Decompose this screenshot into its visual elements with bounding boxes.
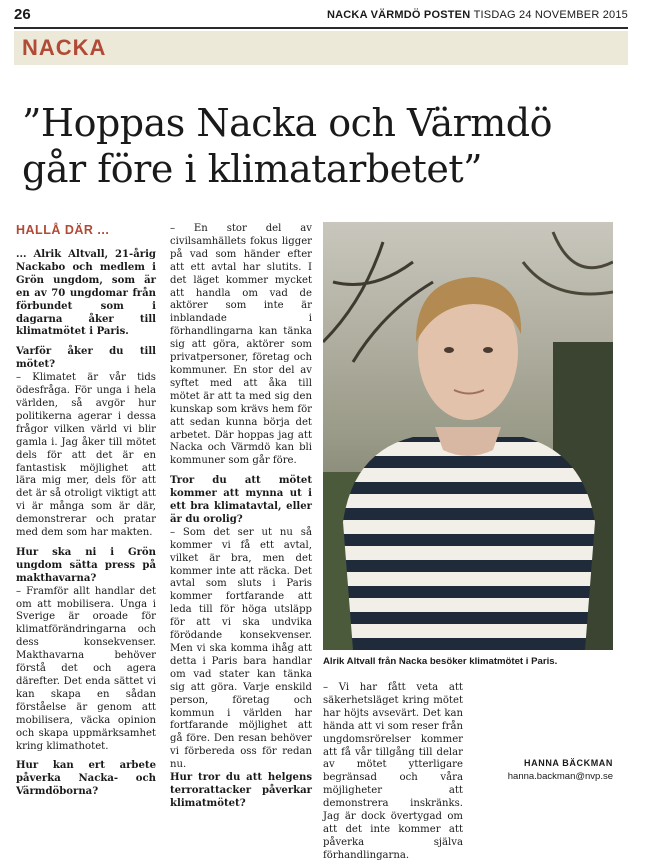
section-name: NACKA bbox=[22, 35, 107, 60]
headline-line-2: går före i klimatarbetet” bbox=[22, 147, 483, 191]
question-1: Varför åker du till mötet? bbox=[16, 346, 156, 371]
masthead-title: NACKA VÄRMDÖ POSTEN bbox=[327, 9, 471, 21]
portrait-illustration bbox=[323, 222, 613, 650]
answer-2: – Framför allt handlar det om att mobilisera. Unga i Sverige är oroade för klimatförändringarna och dess konsekvenser. Makthavarna behöver förstå det och agera därefter. Det enda sättet vi kan skapa en sådan förståelse är genom att mobilisera, väcka opinion och skapa uppmärksamhet kring klimathotet. bbox=[16, 585, 156, 752]
issue-date: TISDAG 24 NOVEMBER 2015 bbox=[473, 9, 628, 21]
question-2: Hur ska ni i Grön ungdom sätta press på makthavarna? bbox=[16, 546, 156, 584]
byline: HANNA BÄCKMAN bbox=[524, 758, 613, 768]
photo-caption: Alrik Altvall från Nacka besöker klimatmötet i Paris. bbox=[323, 656, 558, 667]
column-1 bbox=[16, 249, 156, 799]
question-3: Hur kan ert arbete påverka Nacka- och Värmdöborna? bbox=[16, 760, 156, 798]
masthead bbox=[327, 9, 628, 21]
section-bar bbox=[14, 31, 628, 65]
question-5: Hur tror du att helgens terrorattacker påverkar klimatmötet? bbox=[170, 772, 312, 809]
column-2 bbox=[170, 223, 312, 811]
page-number: 26 bbox=[14, 6, 31, 23]
lede: ... Alrik Altvall, 21-årig Nackabo och medlem i Grön ungdom, som är en av 70 ungdomar från förbundet som i dagarna åker till klimatmötet i Paris. bbox=[16, 249, 156, 338]
portrait-photo bbox=[323, 222, 613, 650]
answer-1: – Klimatet är vår tids ödesfråga. För unga i hela världen, så avgör hur politikerna agerar i dessa frågor vilken värld vi blir gamla i. Jag åker till mötet dels för att det är en fantastisk möjlighet att lära mig mer, dels för att det är så otroligt viktigt att vi är många som är där, demonstrerar och pratar med dem som har makten. bbox=[16, 372, 156, 539]
column-3 bbox=[323, 682, 463, 863]
headline-line-1: ”Hoppas Nacka och Värmdö bbox=[22, 101, 553, 145]
headline bbox=[22, 100, 642, 192]
header-rule bbox=[14, 27, 628, 29]
answer-5: – Vi har fått veta att säkerhetsläget kring mötet har höjts avsevärt. Det kan hända att vi som reser från ungdomsrörelser kommer att få vår tillgång till delar av mötet ytterligare begränsad och våra möjligheter att demonstrera inskränks. Jag är dock övertygad om att det inte kommer att påverka själva förhandlingarna. bbox=[323, 682, 463, 861]
kicker: HALLÅ DÄR ... bbox=[16, 223, 110, 237]
answer-3: – En stor del av civilsamhällets fokus ligger på vad som händer efter att ett avtal har slutits. I det läget kommer mycket att handla om vad de aktörer som inte är inblandade i förhandlingarna kan tänka sig att göra, aktörer som privatpersoner, företag och kommuner. En stor del av syftet med att åka till mötet är att ta med sig den kunskap som krävs hem för att sedan kunna börja det arbetet. Där hoppas jag att Nacka och Värmdö kan bli kommuner som går före. bbox=[170, 223, 312, 467]
answer-4: – Som det ser ut nu så kommer vi få ett avtal, vilket är bra, men det kommer inte att räcka. Det avtal som sluts i Paris kommer fortfarande att leda till för höga utsläpp för att vi ska undvika förödande konsekvenser. Men vi ska komma ihåg att detta i Paris bara handlar om vad stater kan tänka sig att göra. Varje enskild person, företag och kommun i världen har fortfarande möjlighet att gå före. Den resan behöver vi förbereda oss för redan nu. bbox=[170, 526, 312, 771]
author-email: hanna.backman@nvp.se bbox=[507, 771, 613, 782]
question-4: Tror du att mötet kommer att mynna ut i ett bra klimatavtal, eller är du orolig? bbox=[170, 475, 312, 525]
